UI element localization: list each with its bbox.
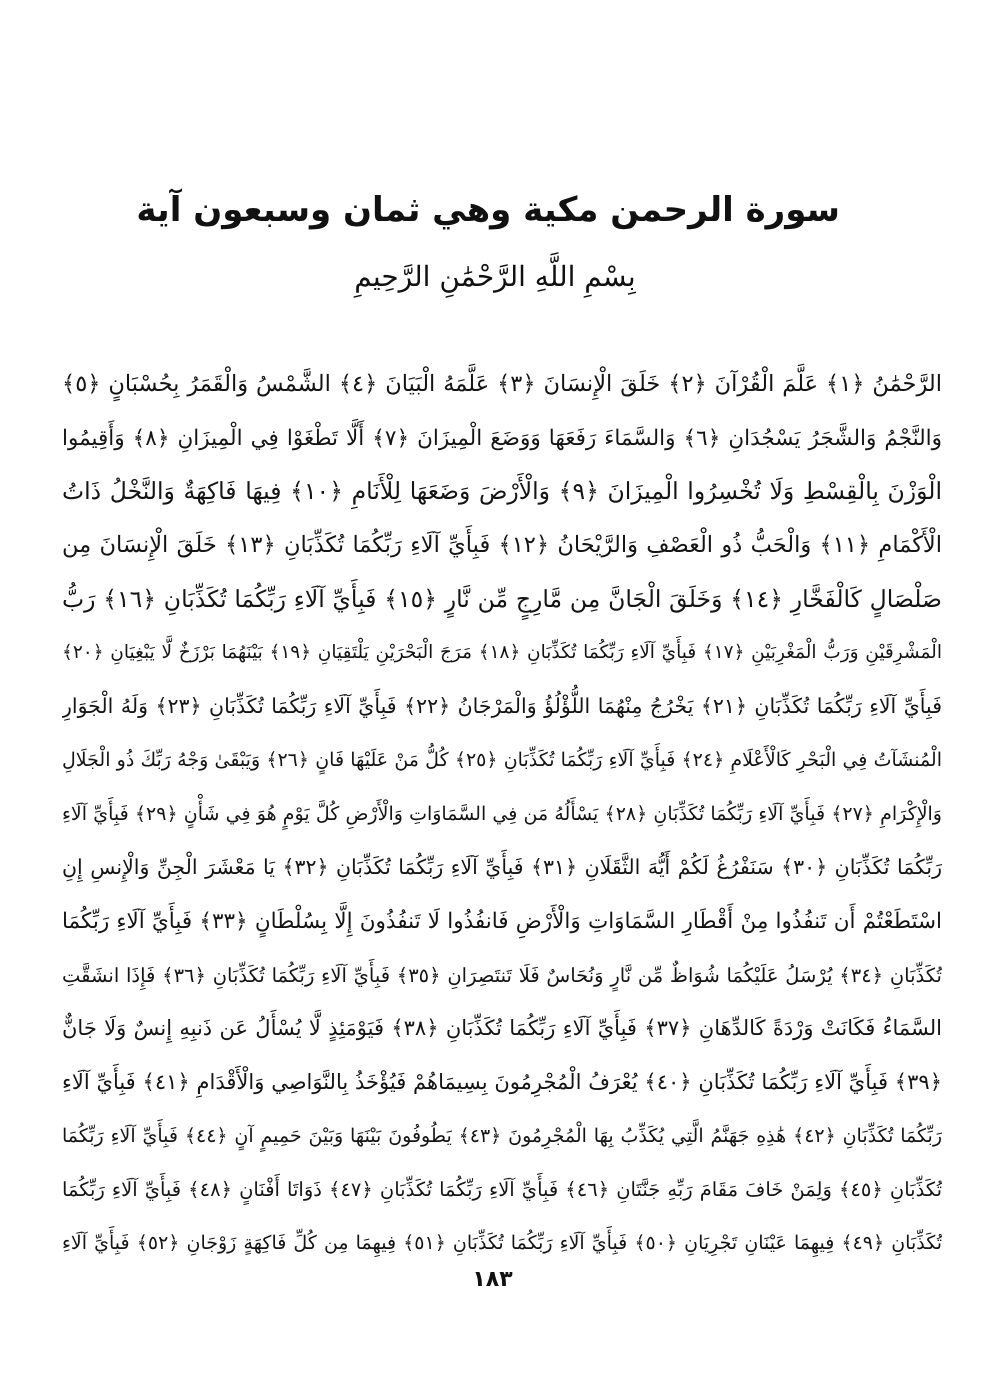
verse-line: الْمُنشَآتُ فِي الْبَحْرِ كَالْأَعْلَامِ ﴿٢٤﴾ فَبِأَيِّ آلَاءِ رَبِّكُمَا تُكَذِّبَانِ ﴿٢٥﴾ كُلُّ مَنْ عَلَيْهَا فَانٍ ﴿٢٦﴾ وَيَبْقَىٰ وَجْهُ رَبِّكَ ذُو الْجَلَالِ [62,748,942,771]
verse-text-block [62,358,942,1271]
verse-line: الْأَكْمَامِ ﴿١١﴾ وَالْحَبُّ ذُو الْعَصْفِ وَالرَّيْحَانُ ﴿١٢﴾ فَبِأَيِّ آلَاءِ رَبِّكُمَا تُكَذِّبَانِ ﴿١٣﴾ خَلَقَ الْإِنسَانَ مِن [62,532,942,559]
verse-line: الْوَزْنَ بِالْقِسْطِ وَلَا تُخْسِرُوا الْمِيزَانَ ﴿٩﴾ وَالْأَرْضَ وَضَعَهَا لِلْأَنَامِ ﴿١٠﴾ فِيهَا فَاكِهَةٌ وَالنَّخْلُ ذَاتُ [62,477,942,506]
verse-line: رَبِّكُمَا تُكَذِّبَانِ ﴿٣٠﴾ سَنَفْرُغُ لَكُمْ أَيُّهَ الثَّقَلَانِ ﴿٣١﴾ فَبِأَيِّ آلَاءِ رَبِّكُمَا تُكَذِّبَانِ ﴿٣٢﴾ يَا مَعْشَرَ الْجِنِّ وَالْإِنسِ إِنِ [62,855,942,880]
verse-line: وَالْإِكْرَامِ ﴿٢٧﴾ فَبِأَيِّ آلَاءِ رَبِّكُمَا تُكَذِّبَانِ ﴿٢٨﴾ يَسْأَلُهُ مَن فِي السَّمَاوَاتِ وَالْأَرْضِ كُلَّ يَوْمٍ هُوَ فِي شَأْنٍ ﴿٢٩﴾ فَبِأَيِّ آلَاءِ [62,802,942,825]
verse-line: وَالنَّجْمُ وَالشَّجَرُ يَسْجُدَانِ ﴿٦﴾ وَالسَّمَاءَ رَفَعَهَا وَوَضَعَ الْمِيزَانَ ﴿٧﴾ أَلَّا تَطْغَوْا فِي الْمِيزَانِ ﴿٨﴾ وَأَقِيمُوا [62,425,942,451]
verse-line: ﴿٣٩﴾ فَبِأَيِّ آلَاءِ رَبِّكُمَا تُكَذِّبَانِ ﴿٤٠﴾ يُعْرَفُ الْمُجْرِمُونَ بِسِيمَاهُمْ فَيُؤْخَذُ بِالنَّوَاصِي وَالْأَقْدَامِ ﴿٤١﴾ فَبِأَيِّ آلَاءِ [62,1069,942,1094]
verse-line: رَبِّكُمَا تُكَذِّبَانِ ﴿٤٢﴾ هَٰذِهِ جَهَنَّمُ الَّتِي يُكَذِّبُ بِهَا الْمُجْرِمُونَ ﴿٤٣﴾ يَطُوفُونَ بَيْنَهَا وَبَيْنَ حَمِيمٍ آنٍ ﴿٤٤﴾ فَبِأَيِّ آلَاءِ رَبِّكُمَا [62,1124,942,1147]
verse-line: فَبِأَيِّ آلَاءِ رَبِّكُمَا تُكَذِّبَانِ ﴿٢١﴾ يَخْرُجُ مِنْهُمَا اللُّؤْلُؤُ وَالْمَرْجَانُ ﴿٢٢﴾ فَبِأَيِّ آلَاءِ رَبِّكُمَا تُكَذِّبَانِ ﴿٢٣﴾ وَلَهُ الْجَوَارِ [62,694,942,719]
verse-line: اسْتَطَعْتُمْ أَن تَنفُذُوا مِنْ أَقْطَارِ السَّمَاوَاتِ وَالْأَرْضِ فَانفُذُوا لَا تَنفُذُونَ إِلَّا بِسُلْطَانٍ ﴿٣٣﴾ فَبِأَيِّ آلَاءِ رَبِّكُمَا [62,908,942,934]
page-number: ١٨٣ [472,1267,513,1292]
basmala: بِسْمِ اللَّهِ الرَّحْمَٰنِ الرَّحِيمِ [354,260,636,293]
surah-title: سورة الرحمن مكية وهي ثمان وسبعون آية [136,190,840,230]
verse-line: تُكَذِّبَانِ ﴿٤٩﴾ فِيهِمَا عَيْنَانِ تَجْرِيَانِ ﴿٥٠﴾ فَبِأَيِّ آلَاءِ رَبِّكُمَا تُكَذِّبَانِ ﴿٥١﴾ فِيهِمَا مِن كُلِّ فَاكِهَةٍ زَوْجَانِ ﴿٥٢﴾ فَبِأَيِّ آلَاءِ [62,1232,942,1254]
verse-line: صَلْصَالٍ كَالْفَخَّارِ ﴿١٤﴾ وَخَلَقَ الْجَانَّ مِن مَّارِجٍ مِّن نَّارٍ ﴿١٥﴾ فَبِأَيِّ آلَاءِ رَبِّكُمَا تُكَذِّبَانِ ﴿١٦﴾ رَبُّ [62,584,942,613]
verse-line: السَّمَاءُ فَكَانَتْ وَرْدَةً كَالدِّهَانِ ﴿٣٧﴾ فَبِأَيِّ آلَاءِ رَبِّكُمَا تُكَذِّبَانِ ﴿٣٨﴾ فَيَوْمَئِذٍ لَّا يُسْأَلُ عَن ذَنبِهِ إِنسٌ وَلَا جَانٌّ [62,1016,942,1041]
verse-line: تُكَذِّبَانِ ﴿٤٥﴾ وَلِمَنْ خَافَ مَقَامَ رَبِّهِ جَنَّتَانِ ﴿٤٦﴾ فَبِأَيِّ آلَاءِ رَبِّكُمَا تُكَذِّبَانِ ﴿٤٧﴾ ذَوَاتَا أَفْنَانٍ ﴿٤٨﴾ فَبِأَيِّ آلَاءِ رَبِّكُمَا [62,1178,942,1202]
verse-line: الْمَشْرِقَيْنِ وَرَبُّ الْمَغْرِبَيْنِ ﴿١٧﴾ فَبِأَيِّ آلَاءِ رَبِّكُمَا تُكَذِّبَانِ ﴿١٨﴾ مَرَجَ الْبَحْرَيْنِ يَلْتَقِيَانِ ﴿١٩﴾ بَيْنَهُمَا بَرْزَخٌ لَّا يَبْغِيَانِ ﴿٢٠﴾ [62,642,942,664]
verse-line: الرَّحْمَٰنُ ﴿١﴾ عَلَّمَ الْقُرْآنَ ﴿٢﴾ خَلَقَ الْإِنسَانَ ﴿٣﴾ عَلَّمَهُ الْبَيَانَ ﴿٤﴾ الشَّمْسُ وَالْقَمَرُ بِحُسْبَانٍ ﴿٥﴾ [62,371,942,397]
verse-line: تُكَذِّبَانِ ﴿٣٤﴾ يُرْسَلُ عَلَيْكُمَا شُوَاظٌ مِّن نَّارٍ وَنُحَاسٌ فَلَا تَنتَصِرَانِ ﴿٣٥﴾ فَبِأَيِّ آلَاءِ رَبِّكُمَا تُكَذِّبَانِ ﴿٣٦﴾ فَإِذَا انشَقَّتِ [62,963,942,987]
